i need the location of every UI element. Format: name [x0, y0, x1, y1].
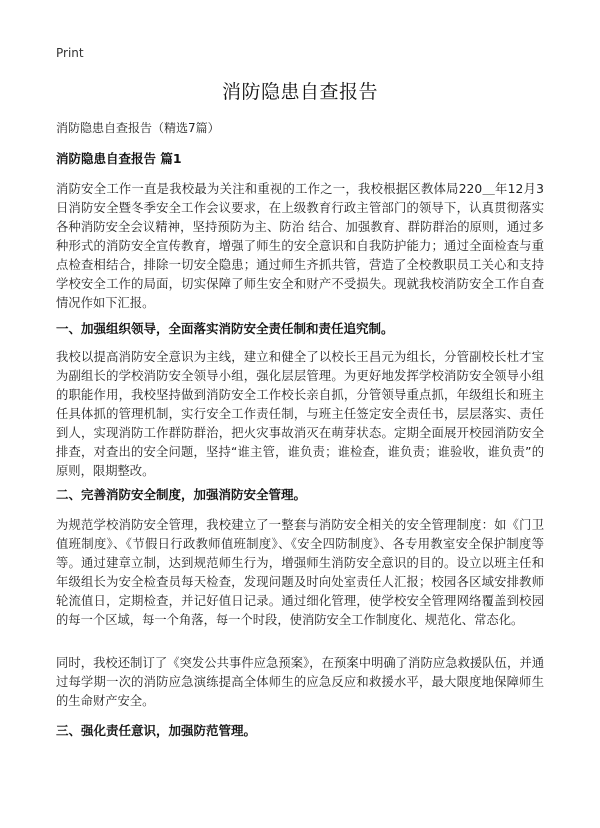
print-label: Print — [56, 46, 84, 60]
section-1-title: 一、加强组织领导，全面落实消防安全责任制和责任追究制。 — [56, 321, 394, 336]
page-title: 消防隐患自查报告 — [221, 81, 378, 103]
section-3-title: 三、强化责任意识，加强防范管理。 — [56, 723, 257, 738]
section-2-title: 二、完善消防安全制度，加强消防安全管理。 — [56, 487, 307, 502]
section-2-paragraph: 为规范学校消防安全管理，我校建立了一整套与消防安全相关的安全管理制度：如《门卫值班制度》、《节假日行政教师值班制度》、《安全四防制度》、各专用教室安全保护制度等等。通过建章立制，达到规范师生行为，增强师生消防安全意识的目的。设立以班主任和年级组长为安全检查员每天检查，发现问题及时向处室责任人汇报；校园各区域安排教师轮流值日，定期检查，并记好值日记录。通过细化管理，使学校安全管理网络覆盖到校园的每一个区域，每一个角落，每一个时段，使消防安全工作制度化、规范化、常态化。 — [56, 518, 544, 627]
section-1-paragraph: 我校以提高消防安全意识为主线，建立和健全了以校长王昌元为组长，分管副校长杜才宝为副组长的学校消防安全领导小组，强化层层管理。为更好地发挥学校消防安全领导小组的职能作用，我校坚持做到消防安全工作校长亲自抓，分管领导重点抓，年级组长和班主任具体抓的管理机制，实行安全工作责任制，与班主任签定安全责任书，层层落实、责任到人，实现消防工作群防群治，把火灾事故消灭在萌芽状态。定期全面展开校园消防安全排查，对查出的安全问题，坚持“谁主管，谁负责；谁检查，谁负责；谁验收，谁负责”的原则，限期整改。 — [56, 350, 544, 478]
intro-paragraph: 消防安全工作一直是我校最为关注和重视的工作之一，我校根据区教体局220＿年12月3日消防安全暨冬季安全工作会议要求，在上级教育行政主管部门的领导下，认真贯彻落实各种消防安全会议精神，坚持预防为主、防治 结合、加强教育、群防群治的原则，通过多种形式的消防安全宣传教育，增强了师生的安全意识和自我防护能力；通过全面检查与重点检查相结合，排除一切安全隐患；通过师生齐抓共管，营造了全校教职员工关心和支持学校安全工作的局面，切实保障了师生安全和财产不受损失。现就我校消防安全工作自查情况作如下汇报。 — [56, 182, 544, 310]
document-subtitle: 消防隐患自查报告（精选7篇） — [56, 121, 220, 135]
article-heading: 消防隐患自查报告 篇1 — [56, 151, 182, 166]
section-2-paragraph-2: 同时，我校还制订了《突发公共事件应急预案》，在预案中明确了消防应急救援队伍，并通过每学期一次的消防应急演练提高全体师生的应急反应和救援水平，最大限度地保障师生的生命财产安全。 — [56, 656, 544, 708]
